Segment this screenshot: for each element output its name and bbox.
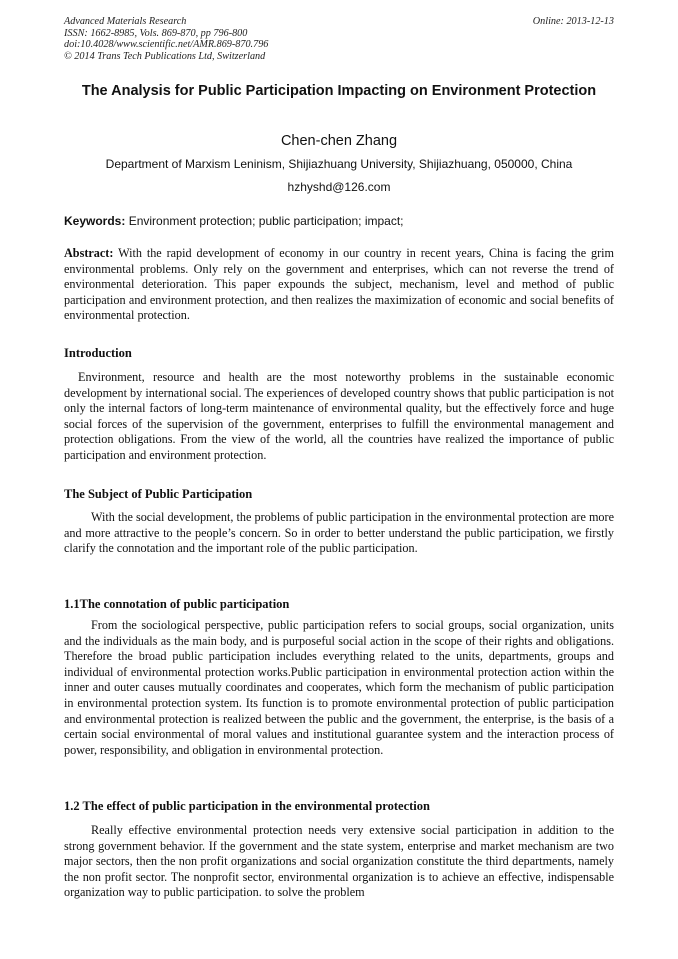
author-affiliation: Department of Marxism Leninism, Shijiazhuang University, Shijiazhuang, 050000, China — [105, 157, 573, 171]
journal-header — [64, 16, 614, 62]
introduction-paragraph — [64, 370, 614, 464]
introduction-text: Environment, resource and health are the most noteworthy problems in the sustainable economic development by international social. The experiences of developed country shows that public participation is not only the internal factors of long-term maintenance of environmental quality, but the effectively force and huge social forces of the supervision of the government, enterprises to fulfill the environmental management and protection obligations. From the view of the world, all the countries have realized the importance of public participation and environment protection. — [64, 370, 614, 462]
author-name: Chen-chen Zhang — [280, 133, 398, 149]
abstract-label: Abstract: — [64, 246, 114, 260]
abstract-text: With the rapid development of economy in our country in recent years, China is facing the grim environmental problems. Only rely on the government and enterprises, which can not reverse the trend of environmental deterioration. This paper expounds the subject, mechanism, level and method of public participation and environment protection, and then realizes the maximization of economic and social benefits of environmental protection. — [64, 246, 615, 323]
keywords — [64, 214, 616, 228]
heading-connotation: 1.1The connotation of public participation — [64, 597, 290, 611]
effect-paragraph — [64, 823, 614, 901]
author-email: hzhyshd@126.com — [287, 180, 391, 194]
journal-doi: doi:10.4028/www.scientific.net/AMR.869-870.796 — [64, 39, 269, 50]
connotation-text: From the sociological perspective, public participation refers to social groups, social organization, units and the individuals as the main body, and is purposeful social action in the scope of their rights and obligations. Therefore the broad public participation includes everything related to the units, departments, groups and individual of environmental protection works.Public participation in environmental protection action within the inner and outer causes mutually coordinates and cooperates, which form the mechanism of public participation in environmental protection system. Its function is to promote environmental protection of public participation and environmental protection is realized between the public and the government, the enterprise, is the basis of a certain social environmental of moral values and institutional guarantee system and the interaction process of power, responsibility, and obligation in environmental protection. — [64, 618, 614, 757]
connotation-paragraph — [64, 618, 614, 758]
journal-copyright: © 2014 Trans Tech Publications Ltd, Switzerland — [64, 50, 266, 62]
subject-paragraph — [64, 510, 614, 557]
heading-introduction: Introduction — [64, 346, 132, 360]
subject-text: With the social development, the problems of public participation in the environmental protection are more and more attractive to the people’s concern. So in order to better understand the public participation, we firstly clarify the connotation and the important role of the public participation. — [64, 510, 614, 556]
heading-effect: 1.2 The effect of public participation in the environmental protection — [64, 799, 430, 813]
keywords-label: Keywords: — [64, 214, 126, 228]
paper-title: The Analysis for Public Participation Impacting on Environment Protection — [81, 83, 597, 99]
effect-text: Really effective environmental protection needs very extensive social participation in addition to the strong government behavior. If the government and the state system, enterprise and market mechanism are two major sectors, then the non profit organizations and social organization constitute the third departments, namely the non profit sector. The nonprofit sector, environmental organization is to achieve an effective, indispensable organization way to public participation. to solve the problem — [64, 823, 614, 900]
journal-name: Advanced Materials Research — [64, 16, 187, 27]
abstract — [64, 246, 614, 324]
keywords-text: Environment protection; public participation; impact; — [128, 214, 404, 228]
online-date: Online: 2013-12-13 — [532, 16, 614, 27]
journal-issn: ISSN: 1662-8985, Vols. 869-870, pp 796-800 — [64, 27, 248, 39]
heading-subject: The Subject of Public Participation — [64, 487, 253, 501]
